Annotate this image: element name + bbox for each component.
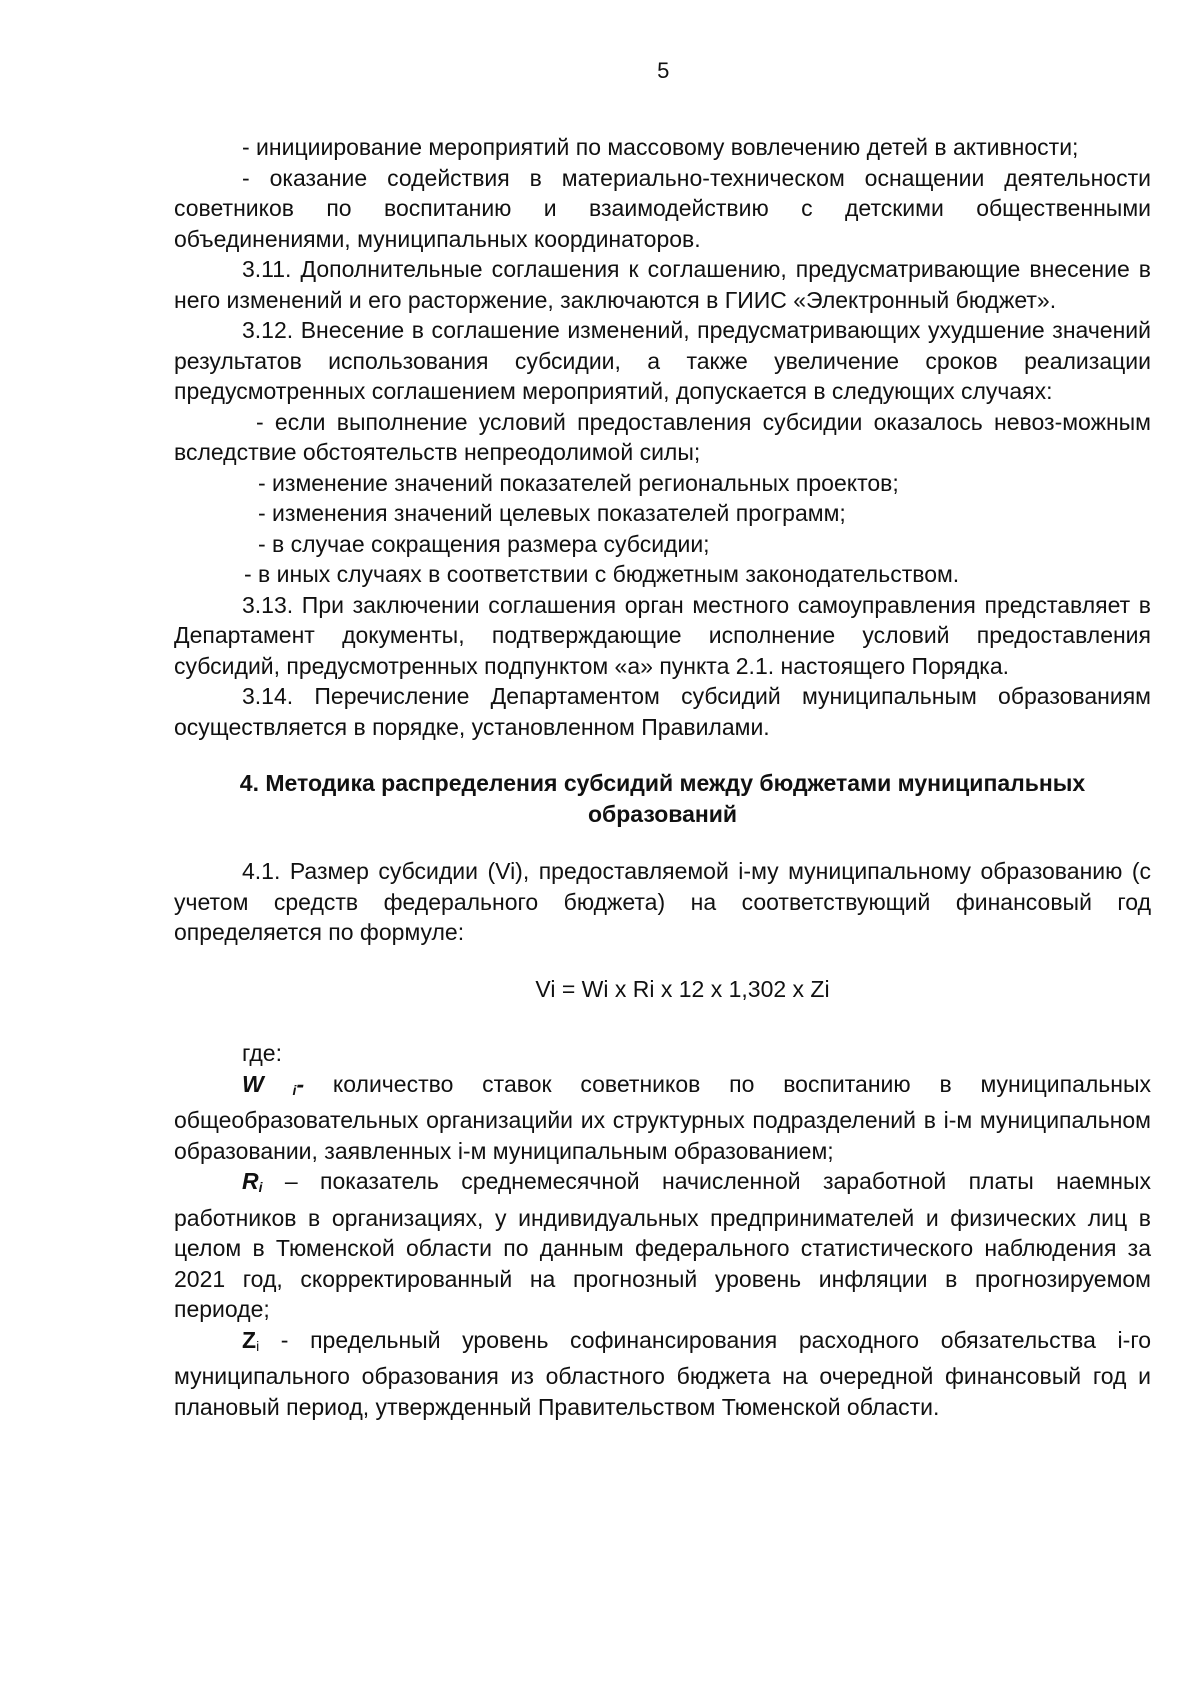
section-heading-line-2: образований [587,801,738,827]
paragraph-bullet-involvement: - инициирование мероприятий по массовому вовлечению детей в активности; [242,134,1079,160]
definition-w-text: количество ставок советников по воспитанию в муниципальных общеобразовательных организацийи их структурных подразделений в i-м муниципальном образовании, заявленных i-м муниципальным образованием; [174,1070,1151,1164]
variable-r-subscript: i [258,1179,263,1195]
section-heading [174,768,1151,830]
paragraph-bullet-assistance: - оказание содействия в материально-техническом оснащении деятельности советников по воспитанию и взаимодействию с детскими общественными объединениями, муниципальных координаторов. [174,164,1151,252]
paragraph-3-13: 3.13. При заключении соглашения орган местного самоуправления представляет в Департамент документы, подтверждающие исполнение условий предоставления субсидий, предусмотренных подпунктом «а» пункта 2.1. настоящего Порядка. [174,591,1151,679]
paragraph-4-1: 4.1. Размер субсидии (Vi), предоставляемой i-му муниципальному образованию (с учетом средств федерального бюджета) на соответствующий финансовый год определяется по формуле: [174,858,1151,945]
list-item-subsidy-reduction: - в случае сокращения размера субсидии; [258,530,710,557]
definition-z [174,1325,1151,1423]
definition-r [174,1166,1151,1325]
paragraph-3-11: 3.11. Дополнительные соглашения к соглашению, предусматривающие внесение в него изменений и его расторжение, заключаются в ГИИС «Электронный бюджет». [174,256,1151,313]
list-item-program-targets: - изменения значений целевых показателей программ; [258,500,846,526]
page-number: 5 [657,58,670,83]
definition-z-text: - предельный уровень софинансирования расходного обязательства i-го муниципального образования из областного бюджета на очередной финансовый год и плановый период, утвержденный Правительством Тюменской области. [174,1326,1151,1420]
where-label: где: [242,1040,282,1066]
variable-r-symbol: R [242,1168,259,1194]
variable-w-separator: - [296,1070,305,1097]
formula: Vi = Wi x Ri x 12 x 1,302 x Zi [535,975,830,1002]
definition-r-text: – показатель среднемесячной начисленной заработной платы наемных работников в организациях, у индивидуальных предпринимателей и физических лиц в целом в Тюменской области по данным федерального статистического наблюдения за 2021 год, скорректированный на прогнозный уровень инфляции в прогнозируемом периоде; [174,1168,1151,1322]
list-item-other-cases: - в иных случаях в соответствии с бюджетным законодательством. [244,561,960,587]
document-body [174,132,1151,1422]
section-heading-line-1: 4. Методика распределения субсидий между бюджетами муниципальных [239,770,1086,796]
variable-z-symbol: Z [242,1326,257,1353]
variable-w-subscript: i [292,1081,297,1098]
variable-z-subscript: i [256,1337,260,1354]
definition-w [174,1069,1151,1167]
paragraph-3-12: 3.12. Внесение в соглашение изменений, предусматривающих ухудшение значений результатов использования субсидии, а также увеличение сроков реализации предусмотренных соглашением мероприятий, допускается в следующих случаях: [174,317,1151,404]
variable-w-symbol: W [242,1070,264,1097]
list-item-regional-projects: - изменение значений показателей региональных проектов; [258,469,899,496]
paragraph-3-14: 3.14. Перечисление Департаментом субсидий муниципальным образованиям осуществляется в порядке, установленном Правилами. [174,683,1151,740]
list-item-force-majeure: - если выполнение условий предоставления субсидии оказалось невоз-можным вследствие обстоятельств непреодолимой силы; [174,408,1151,465]
